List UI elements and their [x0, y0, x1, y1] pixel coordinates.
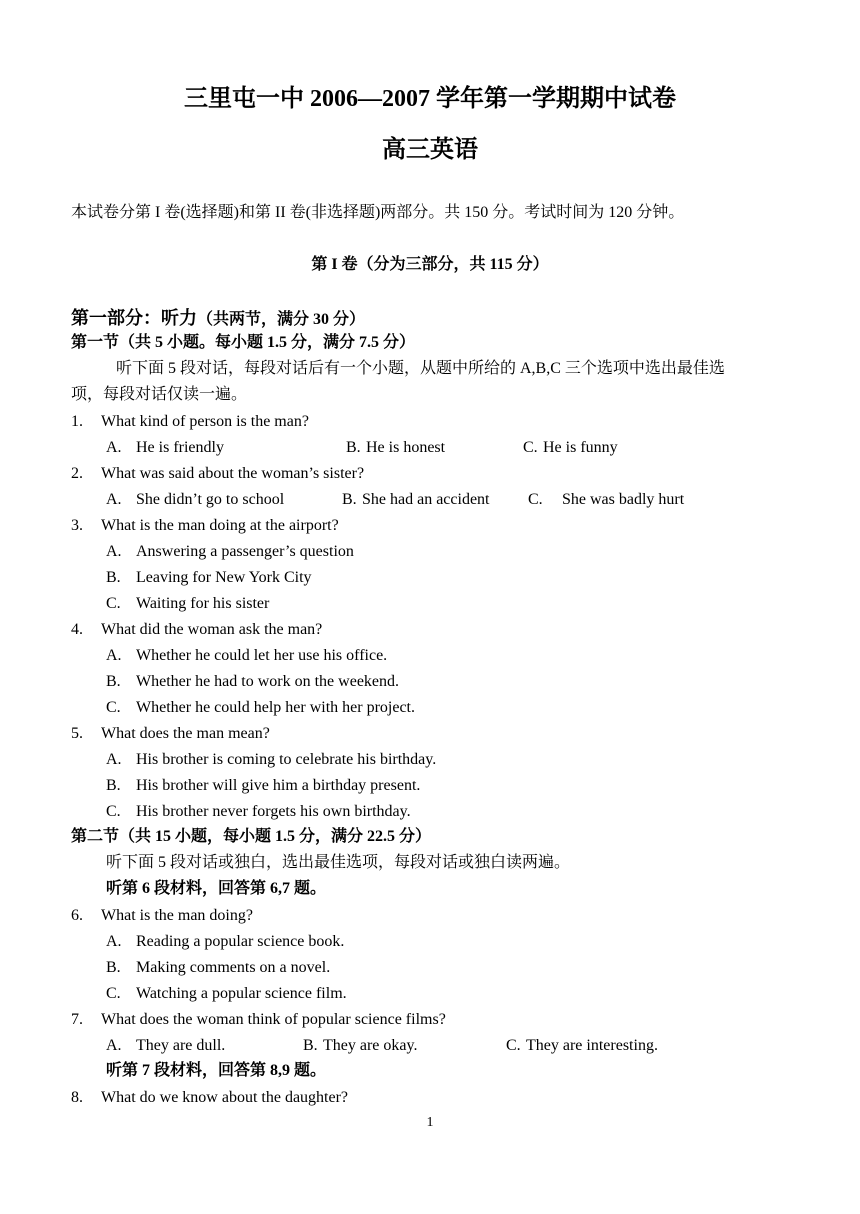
option-text: Whether he could let her use his office.: [136, 647, 388, 664]
option-text: Answering a passenger’s question: [136, 543, 354, 560]
option-label: C.: [506, 1037, 521, 1054]
option-text: Whether he could help her with her project.: [136, 699, 415, 716]
option-text: Making comments on a novel.: [136, 959, 331, 976]
option-text: They are okay.: [323, 1037, 418, 1054]
exam-subtitle: 高三英语: [382, 137, 478, 163]
page-number: 1: [426, 1115, 434, 1130]
part1-heading-main: 第一部分：听力: [71, 308, 197, 328]
section2-heading: 第二节（共 15 小题，每小题 1.5 分，满分 22.5 分）: [71, 828, 432, 845]
option-text: Whether he had to work on the weekend.: [136, 673, 400, 690]
option-label: C.: [106, 803, 121, 820]
option-text: She didn’t go to school: [136, 491, 285, 508]
question-text: What do we know about the daughter?: [101, 1089, 349, 1106]
option-label: A.: [106, 647, 122, 664]
option-label: B.: [346, 439, 361, 456]
option-text: He is friendly: [136, 439, 224, 456]
option-label: C.: [523, 439, 538, 456]
option-text: His brother never forgets his own birthday.: [136, 803, 411, 820]
section1-instruction-line2: 项，每段对话仅读一遍。: [71, 386, 248, 403]
option-text: Watching a popular science film.: [136, 985, 347, 1002]
option-text: His brother is coming to celebrate his birthday.: [136, 751, 437, 768]
option-label: B.: [106, 959, 121, 976]
option-text: She had an accident: [362, 491, 490, 508]
question-number: 7.: [71, 1011, 83, 1028]
option-label: C.: [106, 985, 121, 1002]
material-6-heading: 听第 6 段材料，回答第 6,7 题。: [106, 880, 327, 897]
question-number: 8.: [71, 1089, 83, 1106]
option-label: A.: [106, 933, 122, 950]
option-label: B.: [303, 1037, 318, 1054]
option-text: His brother will give him a birthday present.: [136, 777, 421, 794]
option-text: They are dull.: [136, 1037, 226, 1054]
question-text: What was said about the woman’s sister?: [101, 465, 365, 482]
question-text: What is the man doing at the airport?: [101, 517, 339, 534]
option-label: A.: [106, 1037, 122, 1054]
option-text: He is funny: [543, 439, 618, 456]
section1-instruction-line1: 听下面 5 段对话，每段对话后有一个小题，从题中所给的 A,B,C 三个选项中选出最佳选: [116, 360, 725, 377]
question-text: What does the man mean?: [101, 725, 270, 742]
option-label: C.: [528, 491, 543, 508]
option-text: Leaving for New York City: [136, 569, 312, 586]
option-label: A.: [106, 491, 122, 508]
question-text: What does the woman think of popular science films?: [101, 1011, 446, 1028]
option-label: B.: [106, 673, 121, 690]
question-text: What did the woman ask the man?: [101, 621, 323, 638]
question-number: 3.: [71, 517, 83, 534]
option-text: They are interesting.: [526, 1037, 658, 1054]
exam-intro: 本试卷分第 I 卷(选择题)和第 II 卷(非选择题)两部分。共 150 分。考试时间为 120 分钟。: [71, 204, 685, 221]
option-text: Waiting for his sister: [136, 595, 270, 612]
section2-instruction: 听下面 5 段对话或独白，选出最佳选项，每段对话或独白读两遍。: [106, 854, 571, 871]
option-text: Reading a popular science book.: [136, 933, 345, 950]
option-text: He is honest: [366, 439, 446, 456]
exam-title: 三里屯一中 2006—2007 学年第一学期期中试卷: [184, 86, 676, 112]
option-label: A.: [106, 751, 122, 768]
option-label: B.: [342, 491, 357, 508]
question-number: 1.: [71, 413, 83, 430]
option-label: B.: [106, 569, 121, 586]
question-number: 2.: [71, 465, 83, 482]
option-label: B.: [106, 777, 121, 794]
part1-heading: [71, 309, 365, 328]
part1-heading-note: （共两节，满分 30 分）: [197, 311, 366, 328]
question-number: 4.: [71, 621, 83, 638]
option-label: A.: [106, 543, 122, 560]
section1-heading: 第一节（共 5 小题。每小题 1.5 分，满分 7.5 分）: [71, 334, 416, 351]
question-number: 6.: [71, 907, 83, 924]
volume-heading: 第 I 卷（分为三部分，共 115 分）: [311, 256, 549, 273]
option-text: She was badly hurt: [562, 491, 685, 508]
material-7-heading: 听第 7 段材料，回答第 8,9 题。: [106, 1062, 327, 1079]
option-label: C.: [106, 699, 121, 716]
option-label: A.: [106, 439, 122, 456]
question-text: What is the man doing?: [101, 907, 253, 924]
option-label: C.: [106, 595, 121, 612]
question-text: What kind of person is the man?: [101, 413, 309, 430]
question-number: 5.: [71, 725, 83, 742]
